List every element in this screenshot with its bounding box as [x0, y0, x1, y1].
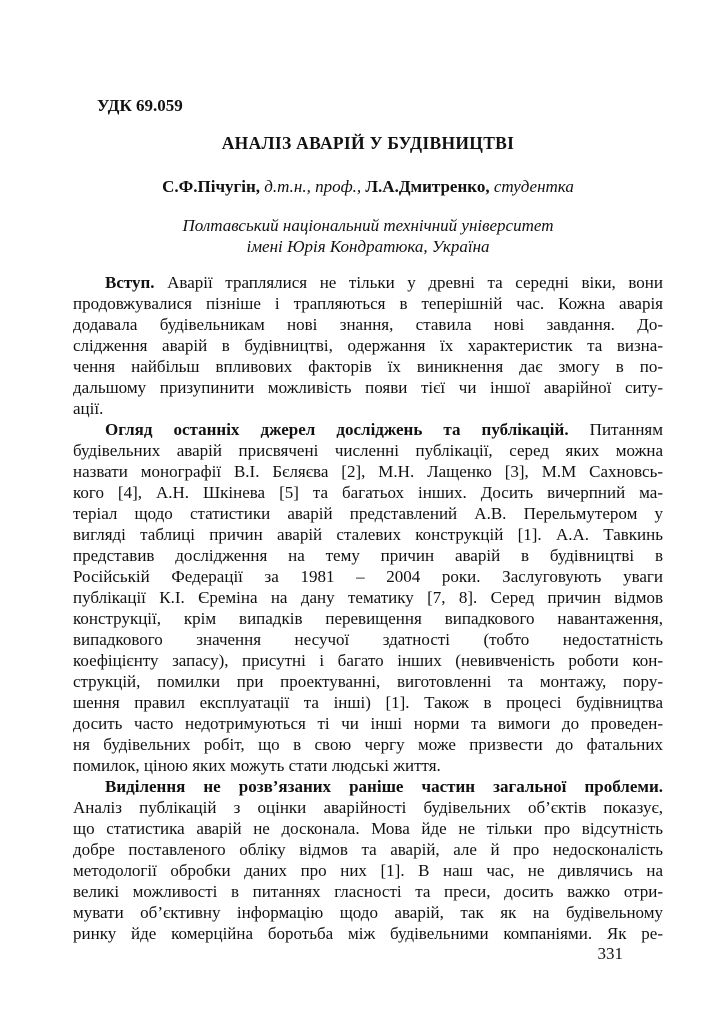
text-line: [73, 860, 663, 881]
text-segment: що статистика аварій не досконала. Мова йде не тільки про відсутність: [73, 819, 663, 838]
text-segment: випадкового значення несучої здатності (тобто недостатність: [73, 630, 663, 649]
text-line: [73, 335, 663, 356]
text-segment: ації.: [73, 399, 104, 418]
text-line: [73, 650, 663, 671]
text-line: [73, 776, 663, 797]
text-line: [73, 482, 663, 503]
text-segment: назвати монографії В.І. Бєляєва [2], М.Н. Лащенко [3], М.М Сахновсь-: [73, 462, 663, 481]
text-line: [73, 398, 663, 419]
text-line: [73, 902, 663, 923]
text-line: [73, 440, 663, 461]
text-line: [73, 818, 663, 839]
text-line: [73, 923, 663, 944]
affiliation: [73, 215, 663, 257]
paragraph-intro: [73, 272, 663, 419]
text-line: [73, 671, 663, 692]
text-line: [73, 461, 663, 482]
text-segment: д.т.н., проф.,: [260, 177, 366, 196]
text-line: [73, 629, 663, 650]
paper-title: АНАЛІЗ АВАРІЙ У БУДІВНИЦТВІ: [221, 133, 515, 153]
text-segment: Вступ.: [105, 273, 155, 292]
affiliation-line-2: імені Юрія Кондратюка, Україна: [246, 237, 490, 256]
text-segment: струкцій, помилки при проектуванні, виготовленні та монтажу, пору-: [73, 672, 663, 691]
text-segment: кого [4], А.Н. Шкінева [5] та багатьох інших. Досить вичерпний ма-: [73, 483, 663, 502]
text-segment: чення найбільш впливових факторів їх виникнення дає змогу в по-: [73, 357, 663, 376]
affiliation-line-1: Полтавський національний технічний університет: [182, 216, 554, 235]
article-body: [73, 272, 663, 944]
text-line: [73, 692, 663, 713]
text-segment: слідження аварій в будівництві, одержання їх характеристик та визна-: [73, 336, 663, 355]
text-segment: дальшому призупинити можливість появи тієї чи іншої аварійної ситу-: [73, 378, 663, 397]
paragraph-unsolved-problem: [73, 776, 663, 944]
paragraph-review-of-sources: [73, 419, 663, 776]
text-segment: ня будівельних робіт, що в свою чергу може призвести до фатальних: [73, 735, 663, 754]
text-line: [73, 839, 663, 860]
text-segment: Аварії траплялися не тільки у древні та середні віки, вони: [154, 273, 663, 292]
text-line: [73, 881, 663, 902]
text-line: [73, 797, 663, 818]
text-line: [73, 734, 663, 755]
text-line: [73, 545, 663, 566]
text-line: [73, 356, 663, 377]
text-segment: Огляд останніх джерел досліджень та публікацій.: [105, 420, 569, 439]
text-segment: добре поставленого обліку відмов та аварій, але й про недосконалість: [73, 840, 663, 859]
text-line: [73, 503, 663, 524]
text-line: [73, 272, 663, 293]
text-line: [73, 419, 663, 440]
text-line: [73, 755, 663, 776]
text-segment: продовжувалися пізніше і трапляються в теперішній час. Кожна аварія: [73, 294, 663, 313]
text-line: [73, 377, 663, 398]
text-segment: коефіцієнту запасу), присутні і багато інших (невивченість роботи кон-: [73, 651, 663, 670]
text-segment: Аналіз публікацій з оцінки аварійності будівельних об’єктів показує,: [73, 798, 663, 817]
page-content: [73, 95, 663, 944]
text-segment: теріал щодо статистики аварій представлений А.В. Перельмутером у: [73, 504, 663, 523]
page-number: 331: [597, 944, 623, 963]
text-line: [73, 566, 663, 587]
text-segment: досить часто недотримуються ті чи інші норми та вимоги до проведен-: [73, 714, 663, 733]
text-segment: С.Ф.Пічугін,: [162, 177, 261, 196]
text-segment: методології обробки даних про них [1]. В наш час, не дивлячись на: [73, 861, 663, 880]
text-segment: ринку йде комерційна боротьба між будівельними компаніями. Як ре-: [73, 924, 663, 943]
text-line: [73, 314, 663, 335]
text-segment: мувати об’єктивну інформацію щодо аварій, так як на будівельному: [73, 903, 663, 922]
text-segment: додавала будівельникам нові знання, ставила нові завдання. До-: [73, 315, 663, 334]
text-segment: студентка: [489, 177, 574, 196]
text-line: [73, 524, 663, 545]
text-segment: шення правил експлуатації та інші) [1]. Також в процесі будівництва: [73, 693, 663, 712]
authors-line: [73, 176, 663, 197]
text-line: [73, 608, 663, 629]
text-segment: Л.А.Дмитренко,: [365, 177, 490, 196]
text-line: [73, 713, 663, 734]
text-line: [73, 293, 663, 314]
text-segment: помилок, ціною яких можуть стати людські життя.: [73, 756, 441, 775]
udc-code: УДК 69.059: [97, 96, 183, 115]
text-line: [73, 587, 663, 608]
text-segment: Питанням: [568, 420, 663, 439]
text-segment: конструкції, крім випадків перевищення випадкового навантаження,: [73, 609, 663, 628]
text-segment: Виділення не розв’язаних раніше частин загальної проблеми.: [105, 777, 663, 796]
text-segment: публікації К.І. Єреміна на дану тематику [7, 8]. Серед причин відмов: [73, 588, 663, 607]
text-segment: великі можливості в питаннях гласності та преси, досить важко отри-: [73, 882, 663, 901]
text-segment: Російській Федерації за 1981 – 2004 роки. Заслуговують уваги: [73, 567, 663, 586]
text-segment: вигляді таблиці причин аварій сталевих конструкцій [1]. А.А. Тавкинь: [73, 525, 663, 544]
text-segment: представив дослідження на тему причин аварій в будівництві в: [73, 546, 663, 565]
text-segment: будівельних аварій присвячені численні публікації, серед яких можна: [73, 441, 663, 460]
